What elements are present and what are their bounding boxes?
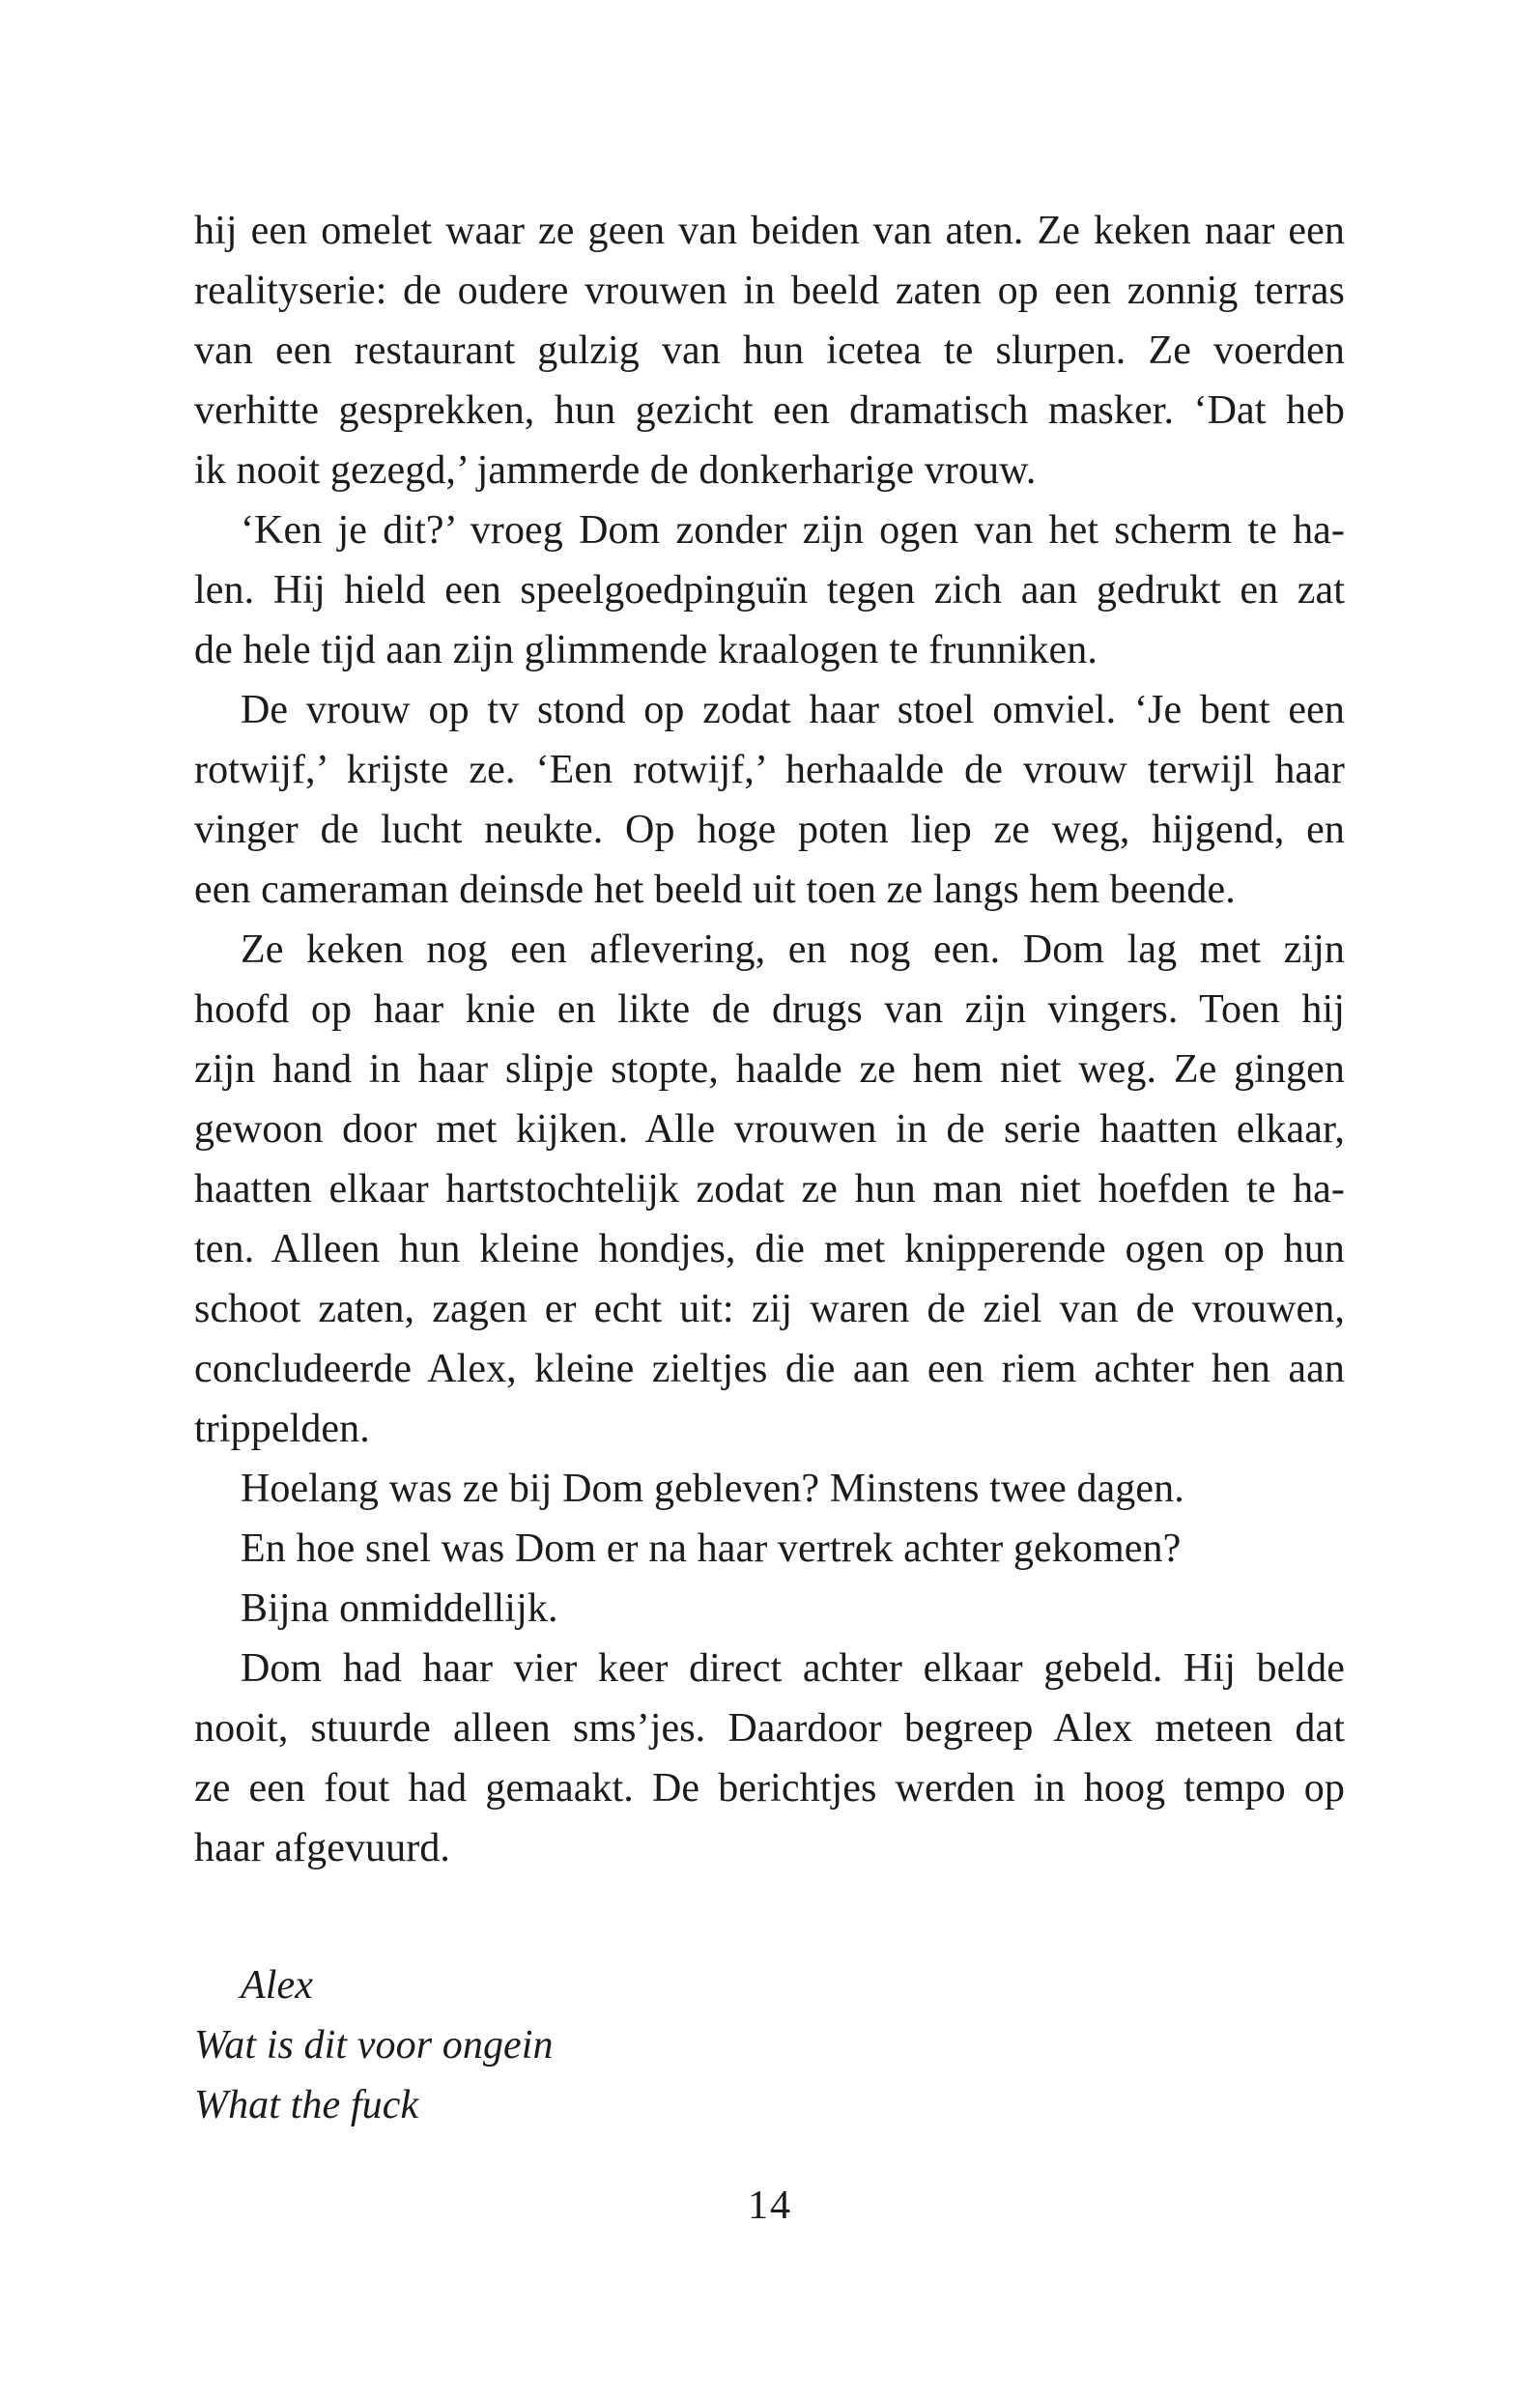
paragraph <box>194 680 1345 920</box>
body-text <box>194 201 1345 2135</box>
text-line: Dom had haar vier keer direct achter elkaar gebeld. Hij belde <box>241 1646 1345 1691</box>
text-line: de hele tijd aan zijn glimmende kraalogen te frunniken. <box>194 628 1098 672</box>
text-line: len. Hij hield een speelgoedpinguïn tegen zich aan gedrukt en zat <box>194 568 1345 613</box>
text-line: De vrouw op tv stond op zodat haar stoel omviel. ‘Je bent een <box>241 688 1345 732</box>
text-line: vinger de lucht neukte. Op hoge poten liep ze weg, hijgend, en <box>194 808 1345 852</box>
text-line: Alex <box>241 1963 314 2008</box>
text-line: Hoelang was ze bij Dom gebleven? Minstens twee dagen. <box>241 1467 1184 1511</box>
text-line: What the fuck <box>194 2083 419 2127</box>
text-line: realityserie: de oudere vrouwen in beeld zaten op een zonnig terras <box>194 269 1345 313</box>
text-line: schoot zaten, zagen er echt uit: zij waren de ziel van de vrouwen, <box>194 1287 1345 1331</box>
text-line: gewoon door met kijken. Alle vrouwen in de serie haatten elkaar, <box>194 1107 1345 1152</box>
text-line: En hoe snel was Dom er na haar vertrek achter gekomen? <box>241 1526 1182 1571</box>
text-line: ik nooit gezegd,’ jammerde de donkerharige vrouw. <box>194 448 1037 493</box>
paragraph <box>194 500 1345 680</box>
text-line: ze een fout had gemaakt. De berichtjes werden in hoog tempo op <box>194 1766 1345 1811</box>
paragraph <box>194 920 1345 1459</box>
text-line: haar afgevuurd. <box>194 1826 451 1870</box>
text-line: Bijna onmiddellijk. <box>241 1586 558 1631</box>
text-line: rotwijf,’ krijste ze. ‘Een rotwijf,’ herhaalde de vrouw terwijl haar <box>194 748 1345 792</box>
paragraph <box>194 201 1345 500</box>
paragraph <box>194 1519 1345 1579</box>
text-line: zijn hand in haar slipje stopte, haalde ze hem niet weg. Ze gingen <box>194 1047 1345 1092</box>
text-line: trippelden. <box>194 1407 370 1451</box>
text-line: hij een omelet waar ze geen van beiden van aten. Ze keken naar een <box>194 209 1345 253</box>
text-line: hoofd op haar knie en likte de drugs van zijn vingers. Toen hij <box>194 987 1345 1032</box>
text-line: haatten elkaar hartstochtelijk zodat ze hun man niet hoefden te ha- <box>194 1167 1345 1212</box>
paragraph <box>194 1639 1345 1878</box>
text-line: Wat is dit voor ongein <box>194 2023 554 2068</box>
paragraph <box>194 1579 1345 1639</box>
sms-quote-paragraph <box>194 1955 1345 2135</box>
text-line: een cameraman deinsde het beeld uit toen ze langs hem beende. <box>194 868 1236 912</box>
text-line: ‘Ken je dit?’ vroeg Dom zonder zijn ogen van het scherm te ha- <box>241 508 1345 553</box>
text-line: van een restaurant gulzig van hun icetea te slurpen. Ze voerden <box>194 328 1345 373</box>
text-line: ten. Alleen hun kleine hondjes, die met knipperende ogen op hun <box>194 1227 1345 1271</box>
page-number: 14 <box>748 2183 792 2228</box>
text-line: Ze keken nog een aflevering, en nog een. Dom lag met zijn <box>241 927 1345 972</box>
paragraph <box>194 1459 1345 1519</box>
text-line: nooit, stuurde alleen sms’jes. Daardoor begreep Alex meteen dat <box>194 1706 1345 1751</box>
text-line: verhitte gesprekken, hun gezicht een dramatisch masker. ‘Dat heb <box>194 388 1345 433</box>
text-line: concludeerde Alex, kleine zieltjes die aan een riem achter hen aan <box>194 1347 1345 1391</box>
